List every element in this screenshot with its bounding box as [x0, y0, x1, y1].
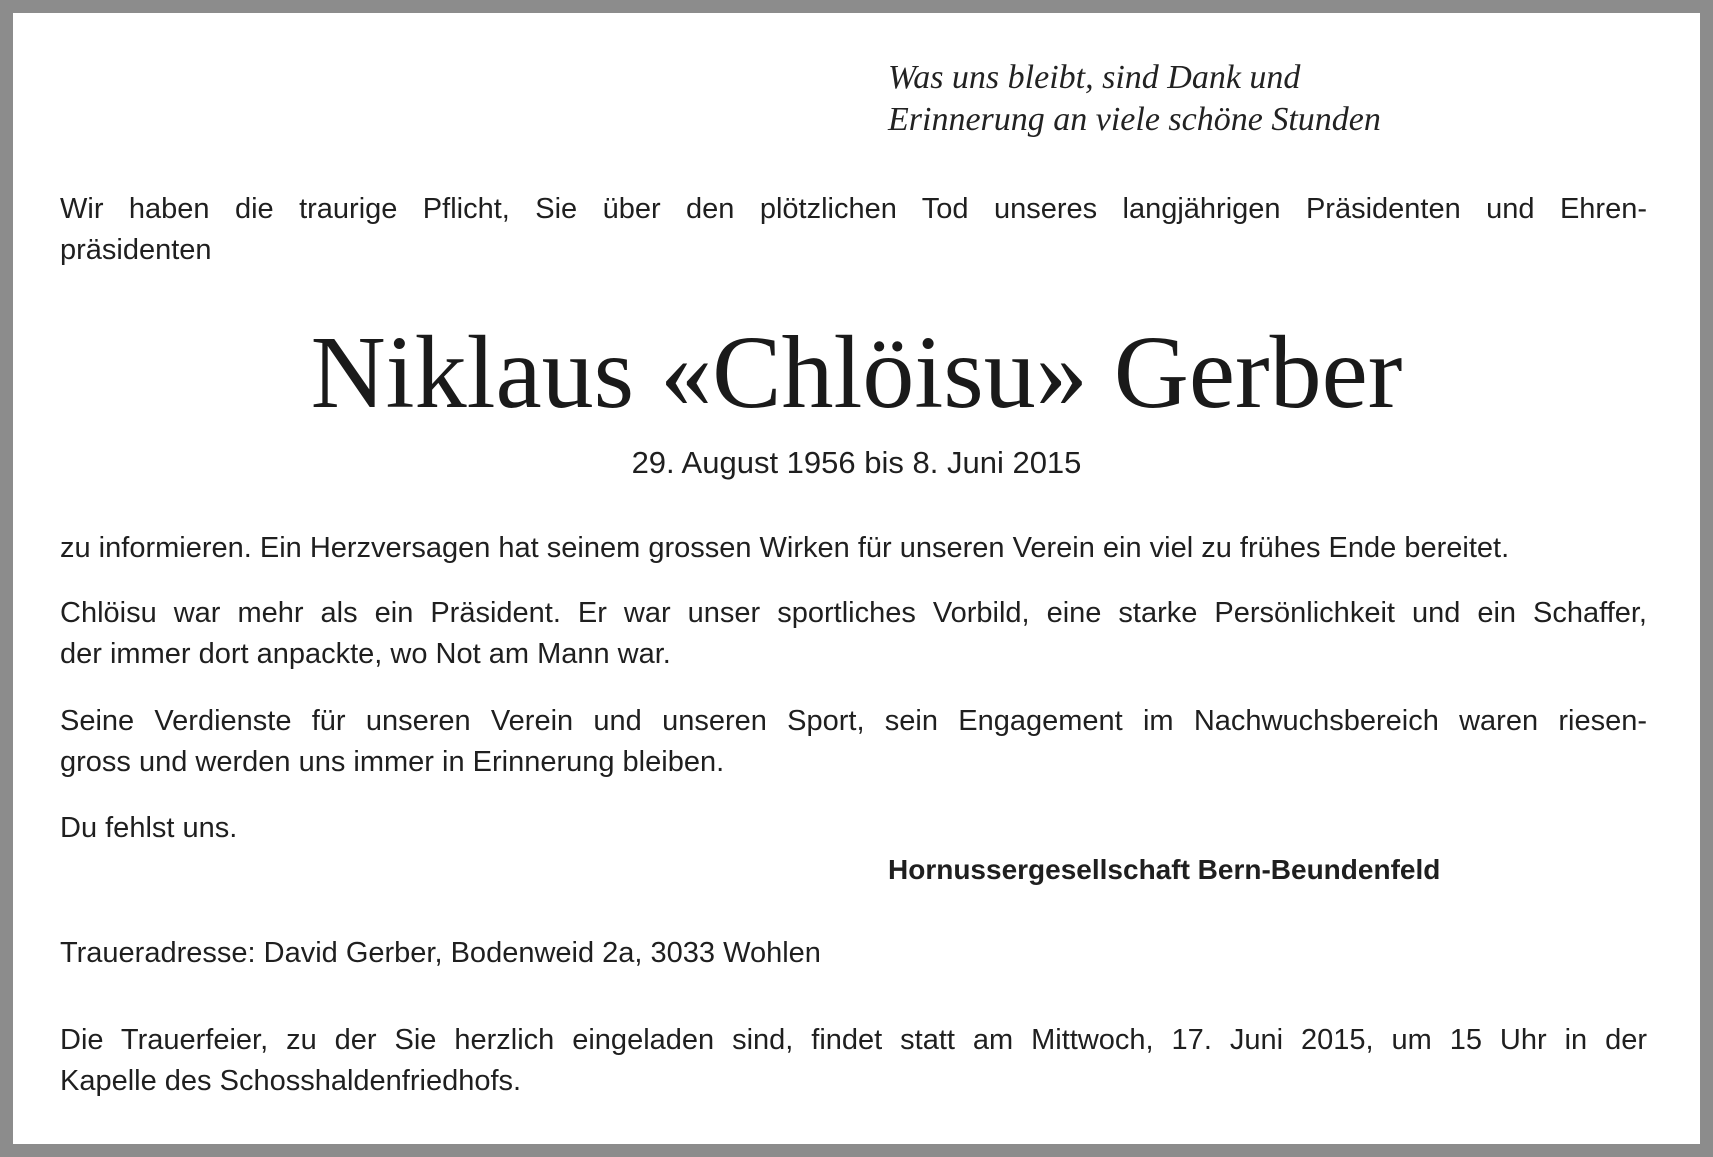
- motto-line-1: Was uns bleibt, sind Dank und: [888, 59, 1301, 96]
- motto-quote: [888, 57, 1381, 141]
- deceased-name: Niklaus «Chlöisu» Gerber: [310, 315, 1403, 430]
- funeral-details: [60, 1020, 1647, 1102]
- paragraph-farewell: [60, 808, 1647, 849]
- mourning-address: [60, 933, 1647, 974]
- funeral-line-2: Kapelle des Schosshaldenfriedhofs.: [60, 1065, 522, 1097]
- obituary-notice: [13, 13, 1700, 1144]
- mourning-address-text: Traueradresse: David Gerber, Bodenweid 2a, 3033 Wohlen: [60, 937, 821, 969]
- intro-line-2: präsidenten: [60, 234, 212, 266]
- paragraph-merits: [60, 701, 1647, 783]
- intro-line-1: Wir haben die traurige Pflicht, Sie über den plötzlichen Tod unseres langjährigen Präsidenten und Ehren-: [60, 193, 1647, 225]
- paragraph-president-line-2: der immer dort anpackte, wo Not am Mann war.: [60, 638, 671, 670]
- paragraph-inform-text: zu informieren. Ein Herzversagen hat seinem grossen Wirken für unseren Verein ein viel zu frühes Ende bereitet.: [60, 532, 1510, 564]
- club-signature: Hornussergesellschaft Bern-Beundenfeld: [888, 854, 1441, 885]
- paragraph-farewell-text: Du fehlst uns.: [60, 812, 238, 844]
- intro-paragraph: [60, 189, 1647, 271]
- motto-line-2: Erinnerung an viele schöne Stunden: [888, 101, 1381, 138]
- funeral-line-1: Die Trauerfeier, zu der Sie herzlich eingeladen sind, findet statt am Mittwoch, 17. Juni 2015, um 15 Uhr in der: [60, 1024, 1647, 1056]
- life-dates: 29. August 1956 bis 8. Juni 2015: [631, 445, 1082, 480]
- paragraph-merits-line-1: Seine Verdienste für unseren Verein und unseren Sport, sein Engagement im Nachwuchsbereich waren riesen-: [60, 705, 1647, 737]
- paragraph-inform: [60, 528, 1647, 569]
- paragraph-president-line-1: Chlöisu war mehr als ein Präsident. Er war unser sportliches Vorbild, eine starke Persönlichkeit und ein Schaffer,: [60, 597, 1647, 629]
- paragraph-merits-line-2: gross und werden uns immer in Erinnerung bleiben.: [60, 746, 725, 778]
- paragraph-president: [60, 593, 1647, 675]
